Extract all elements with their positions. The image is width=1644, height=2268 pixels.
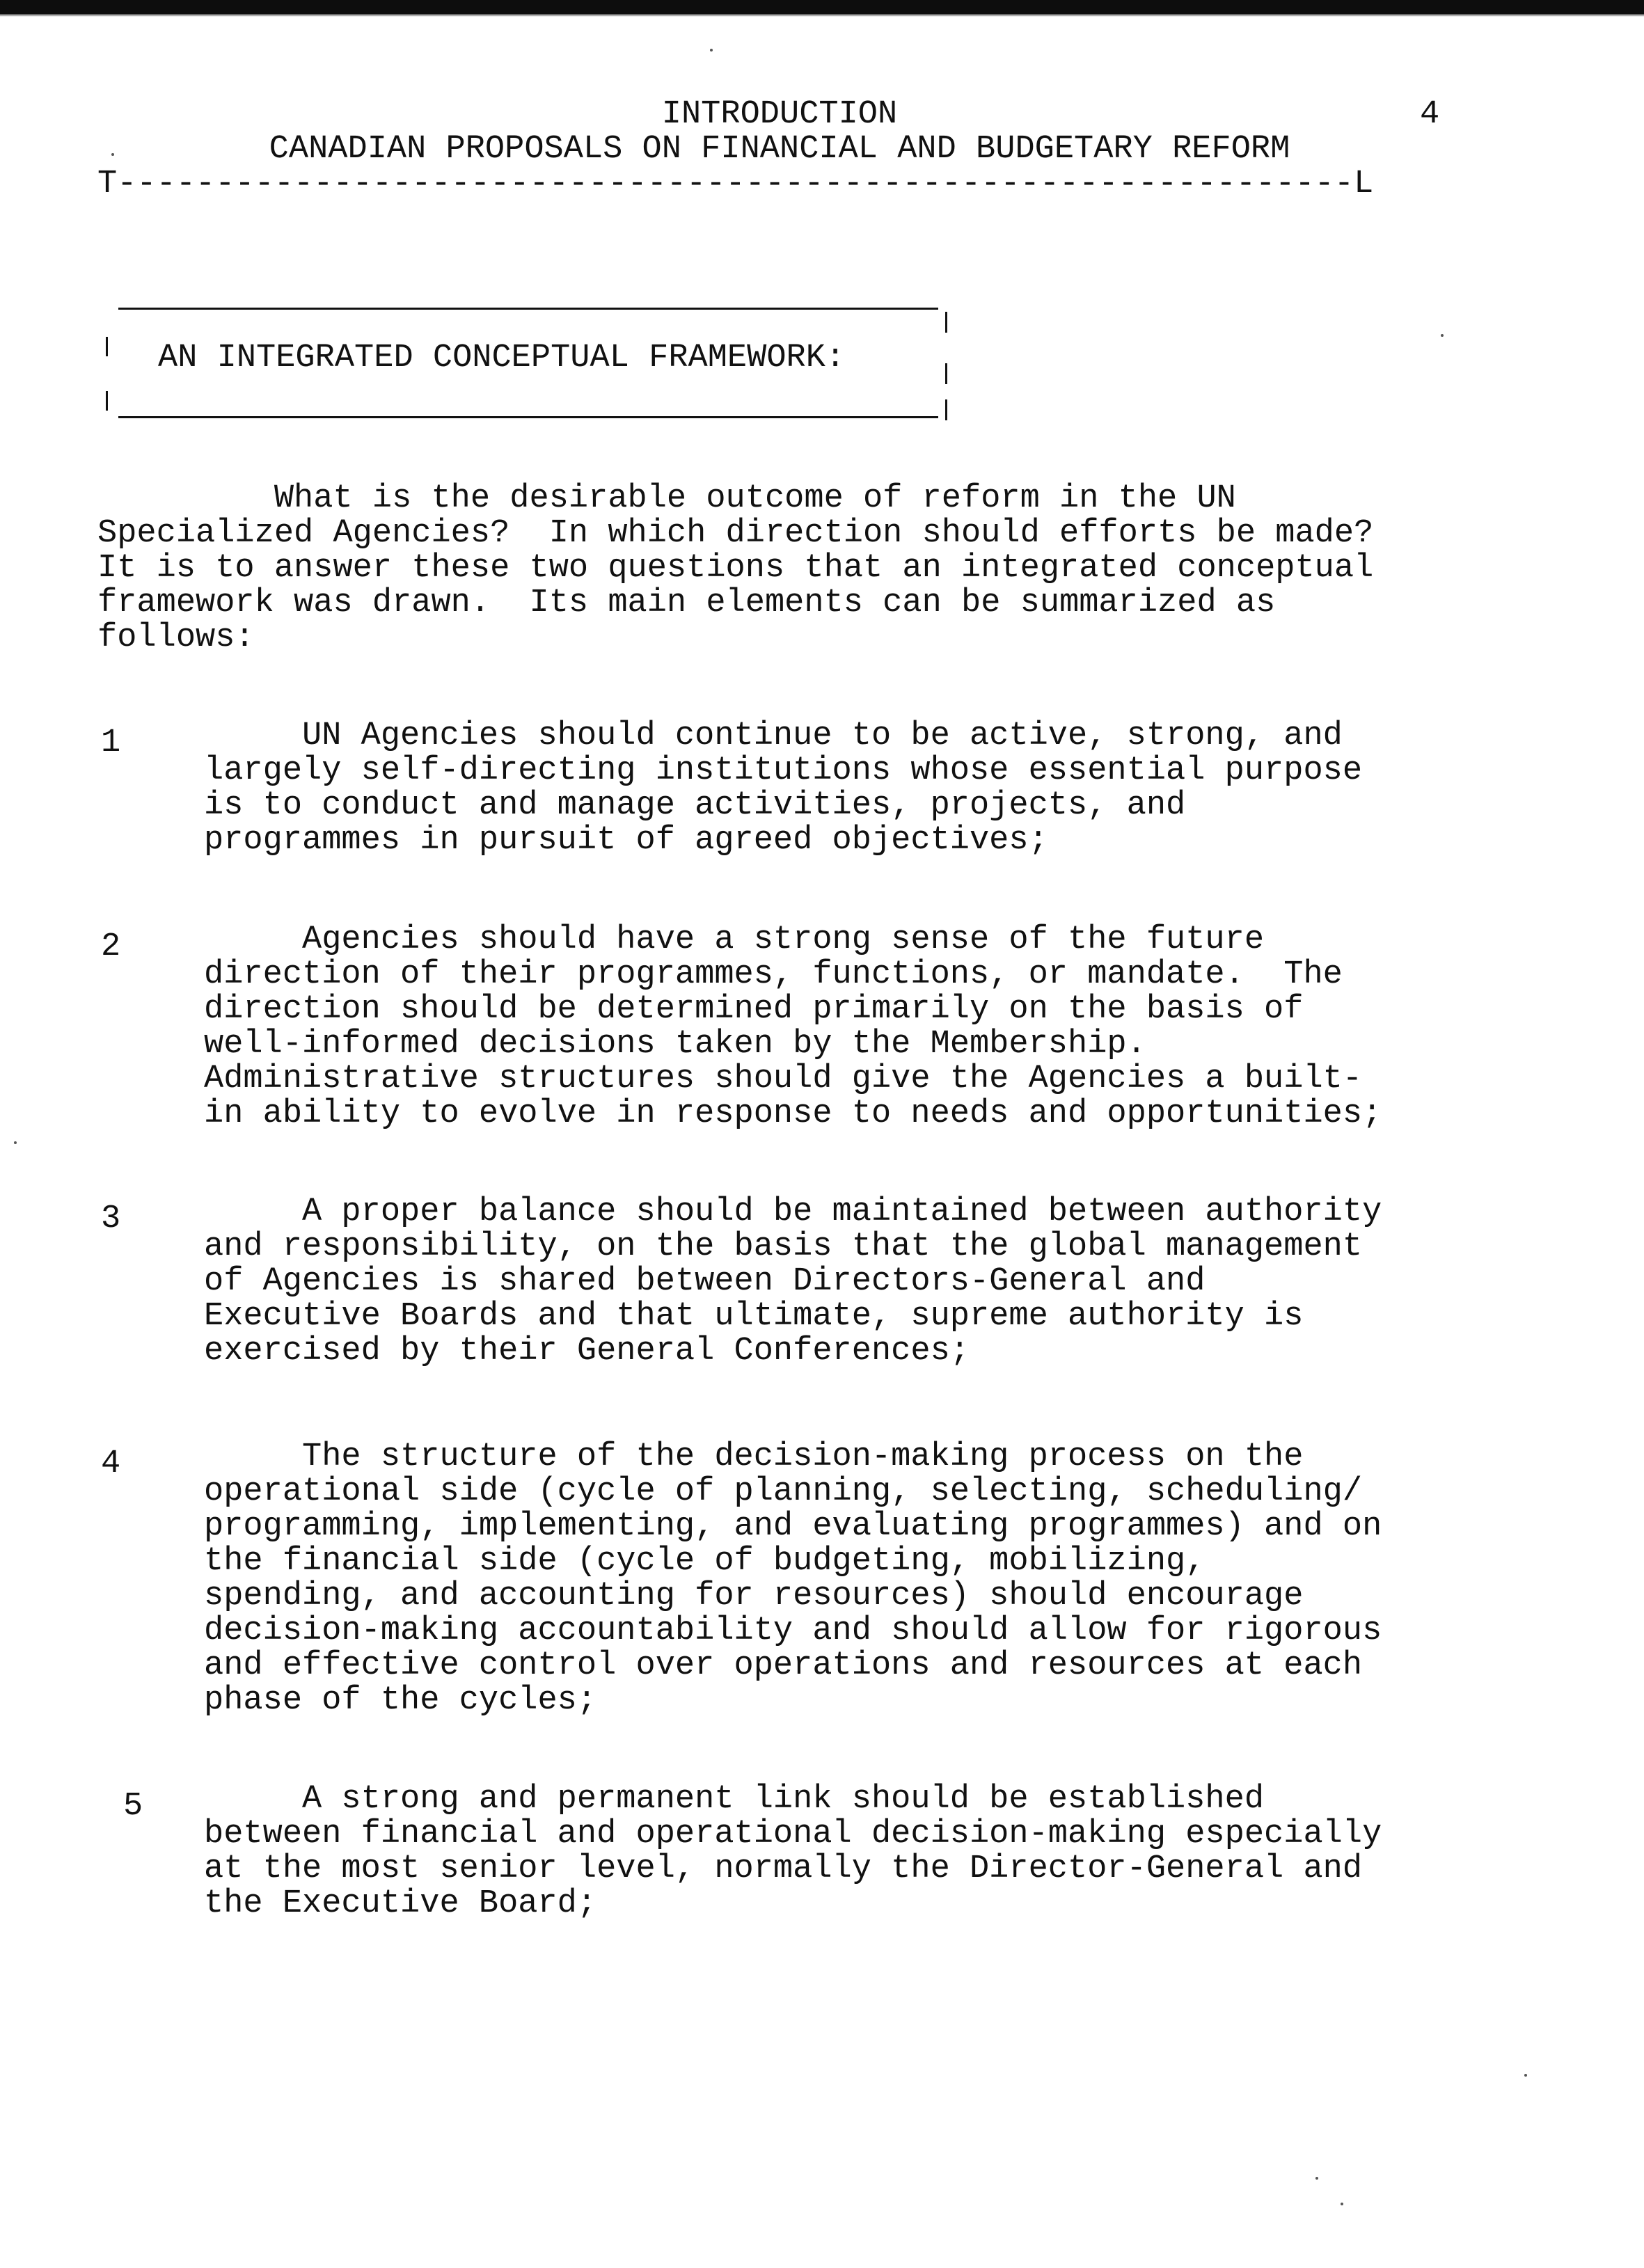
list-item-number: 3: [101, 1200, 121, 1237]
scan-speck: [111, 153, 114, 156]
list-item-text: A strong and permanent link should be established between financial and operational decision-making especially at the most senior level, normally the Director-General and the Executive Board;: [204, 1781, 1382, 1922]
list-item-text: The structure of the decision-making process on the operational side (cycle of planning, selecting, scheduling/ programming, implementing, and evaluating programmes) and on the financial side (cycle of budgeting, mobilizing, spending, and accounting for resources) should encourage decision-making accountability and should allow for rigorous and effective control over operations and resources at each phase of the cycles;: [204, 1438, 1382, 1719]
box-right-border-middle: [945, 363, 947, 384]
box-top-border: [118, 308, 938, 310]
header-subtitle: CANADIAN PROPOSALS ON FINANCIAL AND BUDGETARY REFORM: [269, 131, 1290, 168]
scan-speck: [1441, 334, 1444, 337]
intro-paragraph: What is the desirable outcome of reform in the UN Specialized Agencies? In which direction should efforts be made? It is to answer these two questions that an integrated conceptual framework was drawn. Its main elements can be summarized as follows:: [97, 480, 1374, 656]
list-item-number: 2: [101, 928, 121, 965]
scan-speck: [1341, 2203, 1343, 2205]
scan-speck: [1315, 2177, 1318, 2180]
section-heading-box: [106, 305, 951, 419]
list-item-text: UN Agencies should continue to be active, strong, and largely self-directing institutions whose essential purpose is to conduct and manage activities, projects, and programmes in pursuit of agreed objectives;: [204, 717, 1363, 859]
list-item-number: 1: [101, 724, 121, 761]
box-bottom-border: [118, 416, 938, 418]
box-right-border-lower: [945, 399, 947, 420]
scan-speck: [14, 1141, 17, 1144]
scan-edge-shadow: [0, 14, 1644, 17]
box-left-border: [106, 337, 108, 356]
section-heading: AN INTEGRATED CONCEPTUAL FRAMEWORK:: [158, 340, 846, 376]
scan-edge: [0, 0, 1644, 14]
scan-speck: [1524, 2074, 1527, 2077]
page-number: 4: [1420, 96, 1440, 133]
list-item-text: A proper balance should be maintained between authority and responsibility, on the basis that the global management of Agencies is shared between Directors-General and Executive Boards and that ultimate, supreme authority is exercised by their General Conferences;: [204, 1194, 1382, 1370]
header-rule: T---------------------------------------------------------------L: [97, 167, 1374, 202]
list-item-number: 5: [123, 1788, 143, 1825]
box-left-border-lower: [106, 391, 108, 411]
list-item-number: 4: [101, 1445, 121, 1482]
list-item-text: Agencies should have a strong sense of the future direction of their programmes, functions, or mandate. The direction should be determined primarily on the basis of well-informed decisions taken by the Membership. Administrative structures should give the Agencies a built- in ability to evolve in response to needs and opportunities;: [204, 921, 1382, 1132]
header-title: INTRODUCTION: [661, 96, 898, 133]
scan-speck: [710, 49, 713, 51]
box-right-border: [945, 312, 947, 333]
